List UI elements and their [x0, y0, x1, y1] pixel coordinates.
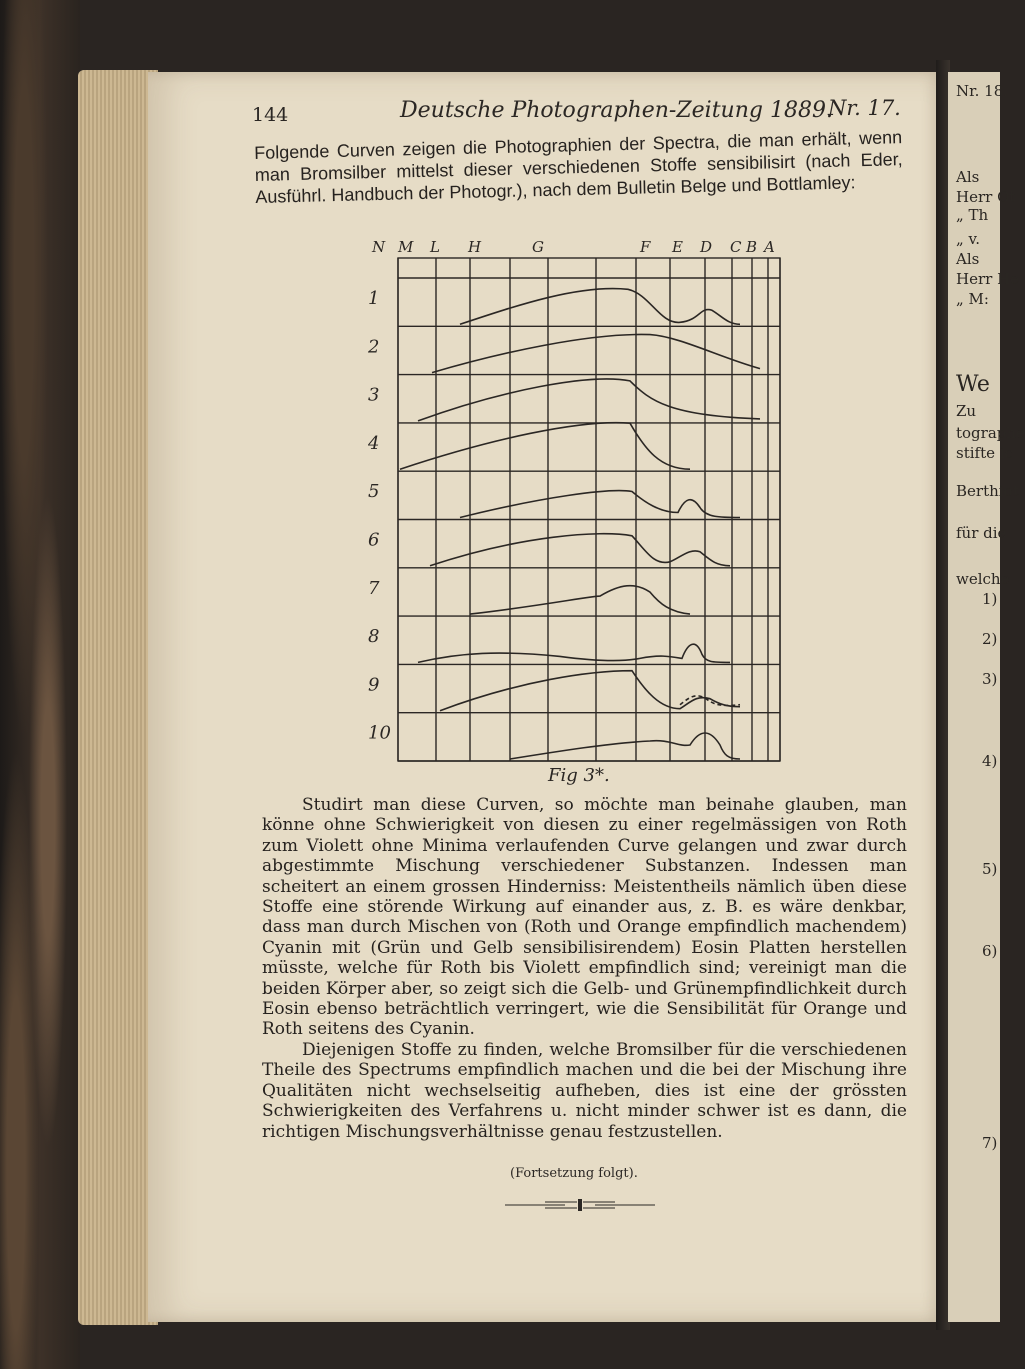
row-number-labels	[367, 288, 391, 744]
row-number-label: 1	[368, 288, 380, 309]
row-number-label: 9	[368, 674, 380, 696]
continued-note: (Fortsetzung folgt).	[510, 1166, 638, 1181]
adjacent-page-line: Nr. 18.	[956, 82, 1009, 100]
body-paragraph-2: Diejenigen Stoffe zu finden, welche Bromsilber für die verschiedenen Theile des Spectrums empfindlich machen und die bei der Mischung ihre Qualitäten nicht wechselseitig aufheben, dies ist eine der grössten Schwierigkeiten des Verfahrens u. nicht minder schwer ist es dann, die richtigen Mischungsverhältnisse genau festzustellen.	[262, 1039, 907, 1142]
journal-title: Deutsche Photographen-Zeitung 1889.	[400, 98, 833, 123]
spectral-line-label: H	[468, 238, 482, 256]
sensitivity-curve	[460, 491, 740, 518]
spectral-line-label: A	[764, 238, 775, 256]
adjacent-page-line: tographe	[956, 424, 1025, 442]
adjacent-page-line: 3)	[982, 670, 998, 688]
row-number-label: 2	[368, 336, 380, 358]
adjacent-page-line: Zu	[956, 402, 977, 420]
body-text	[262, 795, 907, 1142]
adjacent-page-line: 1)	[982, 590, 998, 608]
figure-grid	[398, 258, 780, 761]
adjacent-page-line: 6)	[982, 942, 998, 960]
issue-number: Nr. 17.	[828, 96, 901, 120]
adjacent-page-line: 5)	[982, 860, 998, 878]
adjacent-page-line: „ Th	[956, 206, 989, 224]
intro-paragraph: Folgende Curven zeigen die Photographien der Spectra, die man erhält, wenn man Bromsilber mittelst dieser verschiedenen Stoffe sensibilisirt (nach Eder, Ausführl. Handbuch der Photogr.), nach dem Bulletin Belge und Bottlamley:	[254, 127, 903, 207]
spectral-line-label: C	[730, 238, 742, 256]
adjacent-page-line: Herr Ot	[956, 188, 1016, 206]
sensitivity-curve	[400, 423, 690, 470]
spectral-line-label: G	[532, 238, 544, 256]
spectral-line-label: L	[430, 238, 440, 256]
spectral-line-labels	[371, 238, 775, 256]
row-number-label: 10	[368, 722, 391, 744]
row-number-label: 3	[368, 384, 380, 406]
row-number-label: 8	[368, 626, 380, 648]
sensitivity-curve	[430, 534, 730, 566]
adjacent-page-line: „ v.	[956, 230, 981, 248]
adjacent-page-line: Als	[956, 168, 980, 186]
spectral-line-label: M	[398, 238, 414, 256]
ornamental-rule	[505, 1198, 655, 1212]
grid-frame	[398, 258, 780, 761]
adjacent-page-line: 4)	[982, 752, 998, 770]
adjacent-page-line: „ M:	[956, 290, 989, 308]
row-number-label: 7	[368, 577, 380, 599]
sensitivity-curves	[400, 289, 760, 759]
sensitivity-curve	[440, 671, 740, 711]
spectrum-curves-figure	[360, 236, 790, 766]
adjacent-page-line: stifte ic	[956, 444, 1013, 462]
adjacent-page-line: für die	[956, 524, 1007, 542]
spectral-line-label: E	[672, 238, 683, 256]
adjacent-page-line: Als	[956, 250, 980, 268]
spectral-line-label: B	[746, 238, 758, 256]
body-paragraph-1: Studirt man diese Curven, so möchte man beinahe glauben, man könne ohne Schwierigkeit von diesen zu einer regelmässigen von Roth zum Violett ohne Minima verlaufenden Curve gelangen und zwar durch abgestimmte Mischung verschiedener Substanzen. Indessen man scheitert an einem grossen Hinderniss: Meistentheils nämlich üben diese Stoffe eine störende Wirkung auf einander aus, z. B. es wäre denkbar, dass man durch Mischen von (Roth und Orange empfindlich machendem) Cyanin mit (Grün und Gelb sensibilisirendem) Eosin Platten herstellen müsste, welche für Roth bis Violett empfindlich sind; vereinigt man die beiden Körper aber, so zeigt sich die Gelb- und Grünempfindlichkeit durch Eosin ebenso beträchtlich verringert, wie die Sensibilität für Orange und Roth seitens des Cyanin.	[262, 795, 907, 1040]
sensitivity-curve-dashed	[680, 696, 740, 706]
page-number: 144	[252, 104, 289, 126]
sensitivity-curve	[460, 289, 740, 325]
sensitivity-curve	[470, 586, 690, 614]
book-cover-marbled	[0, 0, 80, 1369]
sensitivity-curve	[418, 379, 760, 421]
adjacent-page-line: 2)	[982, 630, 998, 648]
figure-caption: Fig 3*.	[548, 765, 610, 786]
adjacent-page-line: 7)	[982, 1134, 998, 1152]
page-edges	[78, 70, 158, 1325]
adjacent-page-fragment	[948, 72, 1025, 1322]
adjacent-page-line: We	[956, 372, 990, 397]
sensitivity-curve	[418, 644, 730, 662]
spectral-line-label: D	[700, 238, 713, 256]
adjacent-page-line: Herr He	[956, 270, 1020, 288]
adjacent-page-line: Berthiot	[956, 482, 1019, 500]
spectral-line-label: N	[372, 238, 386, 256]
spectral-line-label: F	[640, 238, 651, 256]
row-number-label: 6	[368, 529, 380, 551]
row-number-label: 4	[368, 432, 380, 454]
row-number-label: 5	[368, 481, 380, 503]
adjacent-page-line: welche	[956, 570, 1010, 588]
